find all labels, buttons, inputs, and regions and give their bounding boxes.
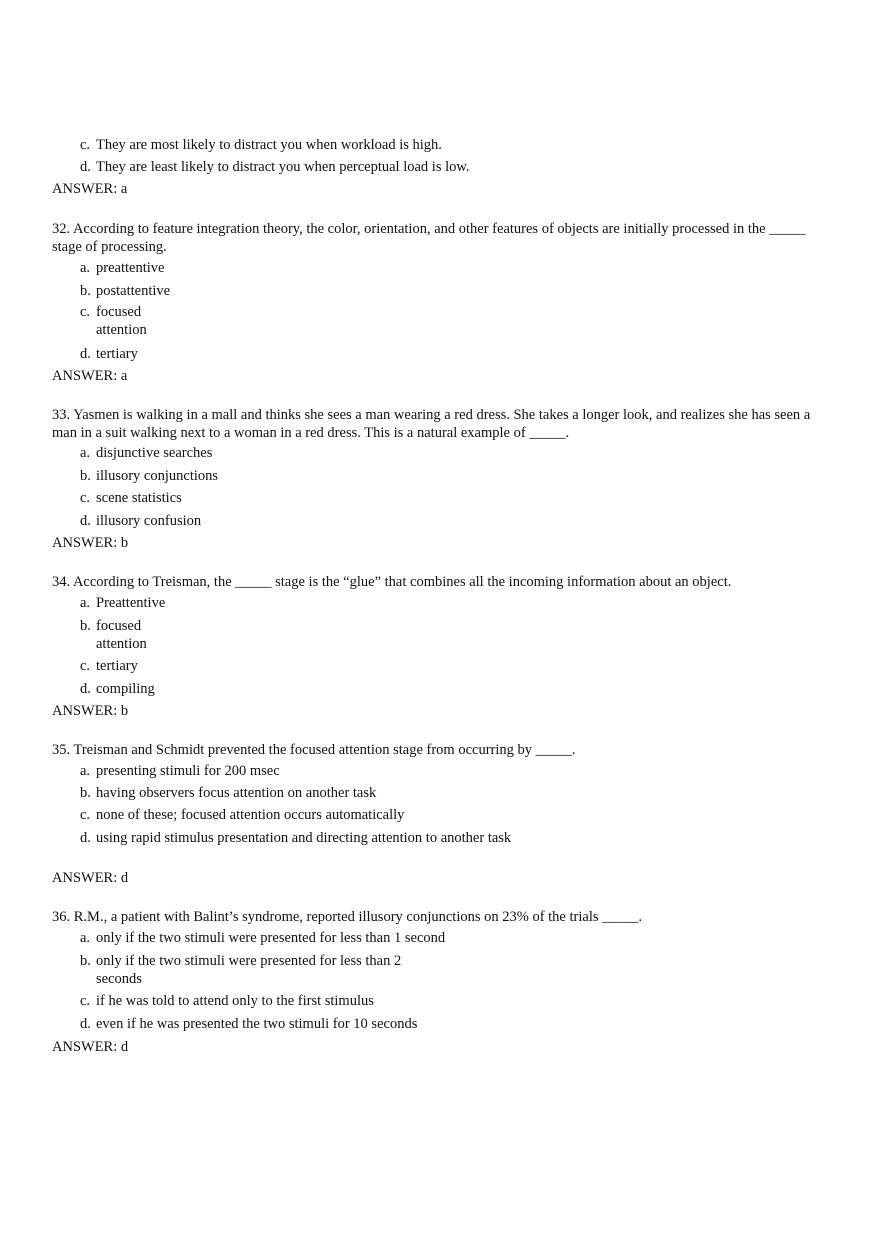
question-33-stem: 33. Yasmen is walking in a mall and thinks she sees a man wearing a red dress. She takes a longer look, and realizes she has seen a man in a suit walking next to a woman in a red dress. This is a natural example of _____. bbox=[52, 407, 811, 441]
question-33-option-b: b. illusory conjunctions bbox=[80, 468, 219, 484]
question-33-option-a: a. disjunctive searches bbox=[80, 445, 213, 461]
question-36-option-d: d. even if he was presented the two stimuli for 10 seconds bbox=[80, 1016, 418, 1032]
question-33-option-c: c. scene statistics bbox=[80, 490, 182, 506]
question-34-option-a: a. Preattentive bbox=[80, 595, 166, 611]
question-34-answer: ANSWER: b bbox=[52, 703, 129, 719]
question-36-answer: ANSWER: d bbox=[52, 1039, 129, 1055]
question-34-option-b: b. focused attention bbox=[80, 618, 147, 652]
question-32-option-b: b. postattentive bbox=[80, 283, 171, 299]
question-34-stem: 34. According to Treisman, the _____ stage is the “glue” that combines all the incoming information about an object. bbox=[52, 574, 732, 590]
question-35-option-a: a. presenting stimuli for 200 msec bbox=[80, 763, 280, 779]
prev-answer: ANSWER: a bbox=[52, 181, 128, 197]
question-36-option-b: b. only if the two stimuli were presented for less than 2 seconds bbox=[80, 953, 402, 987]
question-35-option-c: c. none of these; focused attention occurs automatically bbox=[80, 807, 405, 823]
question-34-option-d: d. compiling bbox=[80, 681, 155, 697]
question-32-stem: 32. According to feature integration theory, the color, orientation, and other features of objects are initially processed in the _____ stage of processing. bbox=[52, 221, 806, 255]
question-32-option-d: d. tertiary bbox=[80, 346, 138, 362]
question-35-option-d: d. using rapid stimulus presentation and directing attention to another task bbox=[80, 830, 512, 846]
question-32-option-a: a. preattentive bbox=[80, 260, 165, 276]
prev-option-c: c. They are most likely to distract you when workload is high. bbox=[80, 137, 442, 153]
question-36-stem: 36. R.M., a patient with Balint’s syndrome, reported illusory conjunctions on 23% of the trials _____. bbox=[52, 909, 642, 925]
question-34-option-c: c. tertiary bbox=[80, 658, 138, 674]
question-36-option-a: a. only if the two stimuli were presented for less than 1 second bbox=[80, 930, 446, 946]
question-33-option-d: d. illusory confusion bbox=[80, 513, 202, 529]
prev-option-d: d. They are least likely to distract you when perceptual load is low. bbox=[80, 159, 470, 175]
question-35-answer: ANSWER: d bbox=[52, 870, 129, 886]
question-35-stem: 35. Treisman and Schmidt prevented the focused attention stage from occurring by _____. bbox=[52, 742, 576, 758]
question-32-option-c: c. focused attention bbox=[80, 304, 147, 338]
question-36-option-c: c. if he was told to attend only to the first stimulus bbox=[80, 993, 374, 1009]
question-32-answer: ANSWER: a bbox=[52, 368, 128, 384]
question-35-option-b: b. having observers focus attention on another task bbox=[80, 785, 377, 801]
question-33-answer: ANSWER: b bbox=[52, 535, 129, 551]
